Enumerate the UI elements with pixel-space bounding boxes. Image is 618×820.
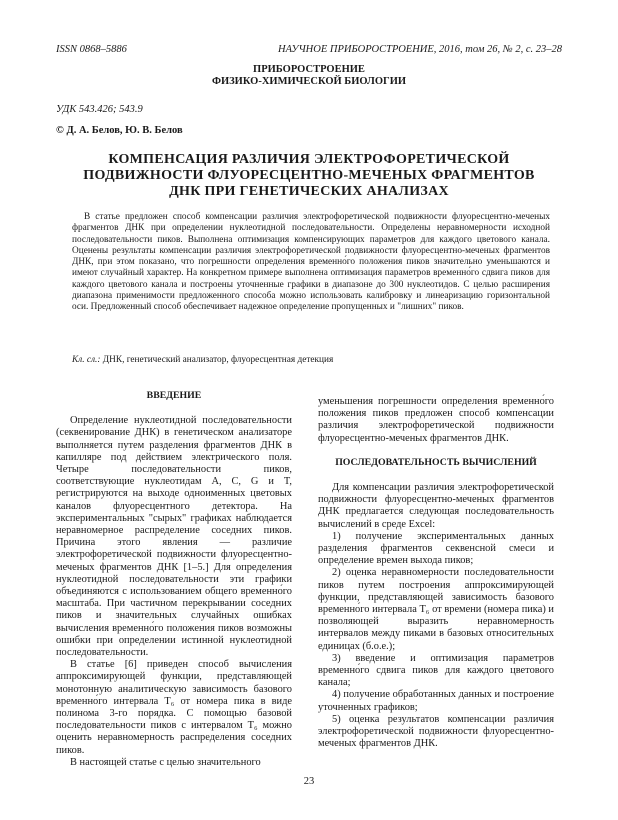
- abstract-text: В статье предложен способ компенсации различия электрофоретической подвижности флуоресцентно-меченых фрагментов ДНК при определении нуклеотидной последовательности. Определены неравномерности исходной последовательности пиков. Выполнена оптимизация компенсирующих параметров для каждого цветового канала. Оценены результаты компенсации различия электрофоретической подвижности флуоресцентно-меченых фрагментов ДНК, при этом показано, что погрешности определения временно́го положения пиков значительно уменьшаются и имеют случайный характер. На конкретном примере выполнена оптимизация параметров временно́го сдвига пиков для каждого цветового канала и построены уточненные графики в диапазоне до 300 нуклеотидов. С целью расширения диапазона применимости предложенного способа можно использовать калибровку и линеаризацию горизонтальной оси. Предложенный способ обеспечивает надежное определение пропущенных и "лишних" пиков.: [72, 212, 550, 313]
- abstract: [72, 212, 550, 314]
- paragraph: В статье [6] приведен способ вычисления аппроксимирующей функции, представляющей монотонную аналитическую зависимость базового временно́го интервала T₆ от номера пика в виде полинома 3-го порядка. С помощью базовой последовательности пиков с интервалом T₆ можно оценить неравномерность распределения соседних пиков.: [56, 659, 292, 756]
- left-column: [56, 390, 292, 769]
- issn: ISSN 0868–5886: [56, 44, 127, 55]
- page-number: 23: [303, 776, 315, 787]
- rubric: [0, 64, 618, 88]
- udk-code: УДК 543.426; 543.9: [56, 104, 143, 115]
- section-heading-sequence: ПОСЛЕДОВАТЕЛЬНОСТЬ ВЫЧИСЛЕНИЙ: [335, 456, 537, 468]
- paragraph: Для компенсации различия электрофоретической подвижности флуоресцентно-меченых фрагментов ДНК предлагается следующая последовательность вычислений в среде Excel:: [318, 482, 554, 530]
- right-column: [318, 396, 554, 750]
- list-item: 4) получение обработанных данных и построение уточненных графиков;: [318, 689, 554, 713]
- list-item: 3) введение и оптимизация параметров временно́го сдвига пиков для каждого цветового канала;: [318, 652, 554, 689]
- rubric-line-1: ПРИБОРОСТРОЕНИЕ: [253, 64, 365, 75]
- authors: © Д. А. Белов, Ю. В. Белов: [56, 125, 183, 136]
- list-item: 5) оценка результатов компенсации различия электрофоретической подвижности флуоресцентно-меченых фрагментов ДНК.: [318, 713, 554, 750]
- paragraph: Определение нуклеотидной последовательности (секвенирование ДНК) в генетическом анализаторе выполняется путем разделения фрагментов ДНК в капилляре под действием электрического поля. Четыре последовательности пиков, соответствующие нуклеотидам A, C, G и T, регистрируются на выходе одноименных цветовых каналов флуоресцентного детектора. На экспериментальных "сырых" графиках наблюдается неравномерное распределение соседних пиков. Причина этого явления — различие электрофоретической подвижности флуоресцентно-меченых фрагментов ДНК [1–5.] Для определения нуклеотидной последовательности эти графики объединяются с использованием общего временно́го масштаба. При частичном перекрывании соседних пиков и значительных случайных ошибках вычисления временно́го положения пиков возможны ошибки при определении истинной нуклеотидной последовательности.: [56, 415, 292, 659]
- keywords-label: Кл. сл.:: [72, 355, 101, 365]
- journal-citation: НАУЧНОЕ ПРИБОРОСТРОЕНИЕ, 2016, том 26, № 2, c. 23–28: [278, 44, 562, 55]
- article-title: КОМПЕНСАЦИЯ РАЗЛИЧИЯ ЭЛЕКТРОФОРЕТИЧЕСКОЙ ПОДВИЖНОСТИ ФЛУОРЕСЦЕНТНО-МЕЧЕНЫХ ФРАГМЕНТОВ ДНК ПРИ ГЕНЕТИЧЕСКИХ АНАЛИЗАХ: [83, 152, 535, 199]
- paragraph: В настоящей статье с целью значительного: [70, 756, 261, 768]
- list-item: 1) получение экспериментальных данных разделения фрагментов секвенсной смеси и определение времен выхода пиков;: [318, 530, 554, 567]
- list-item: 2) оценка неравномерности последовательности пиков путем построения аппроксимирующей функции, представляющей зависимость базового временно́го интервала T₆ от времени (номера пика) и позволяющей выразить неравномерность интервалов между пиками в базовых относительных единицах (б.о.е.);: [318, 567, 554, 652]
- keywords: [72, 355, 550, 366]
- keywords-text: ДНК, генетический анализатор, флуоресцентная детекция: [100, 355, 334, 365]
- section-heading-intro: ВВЕДЕНИЕ: [146, 390, 202, 401]
- paragraph-continued: уменьшения погрешности определения временно́го положения пиков предложен способ компенсации различия электрофоретической подвижности флуоресцентно-меченых фрагментов ДНК.: [318, 396, 554, 444]
- rubric-line-2: ФИЗИКО-ХИМИЧЕСКОЙ БИОЛОГИИ: [211, 76, 407, 87]
- steps-list: [318, 531, 554, 751]
